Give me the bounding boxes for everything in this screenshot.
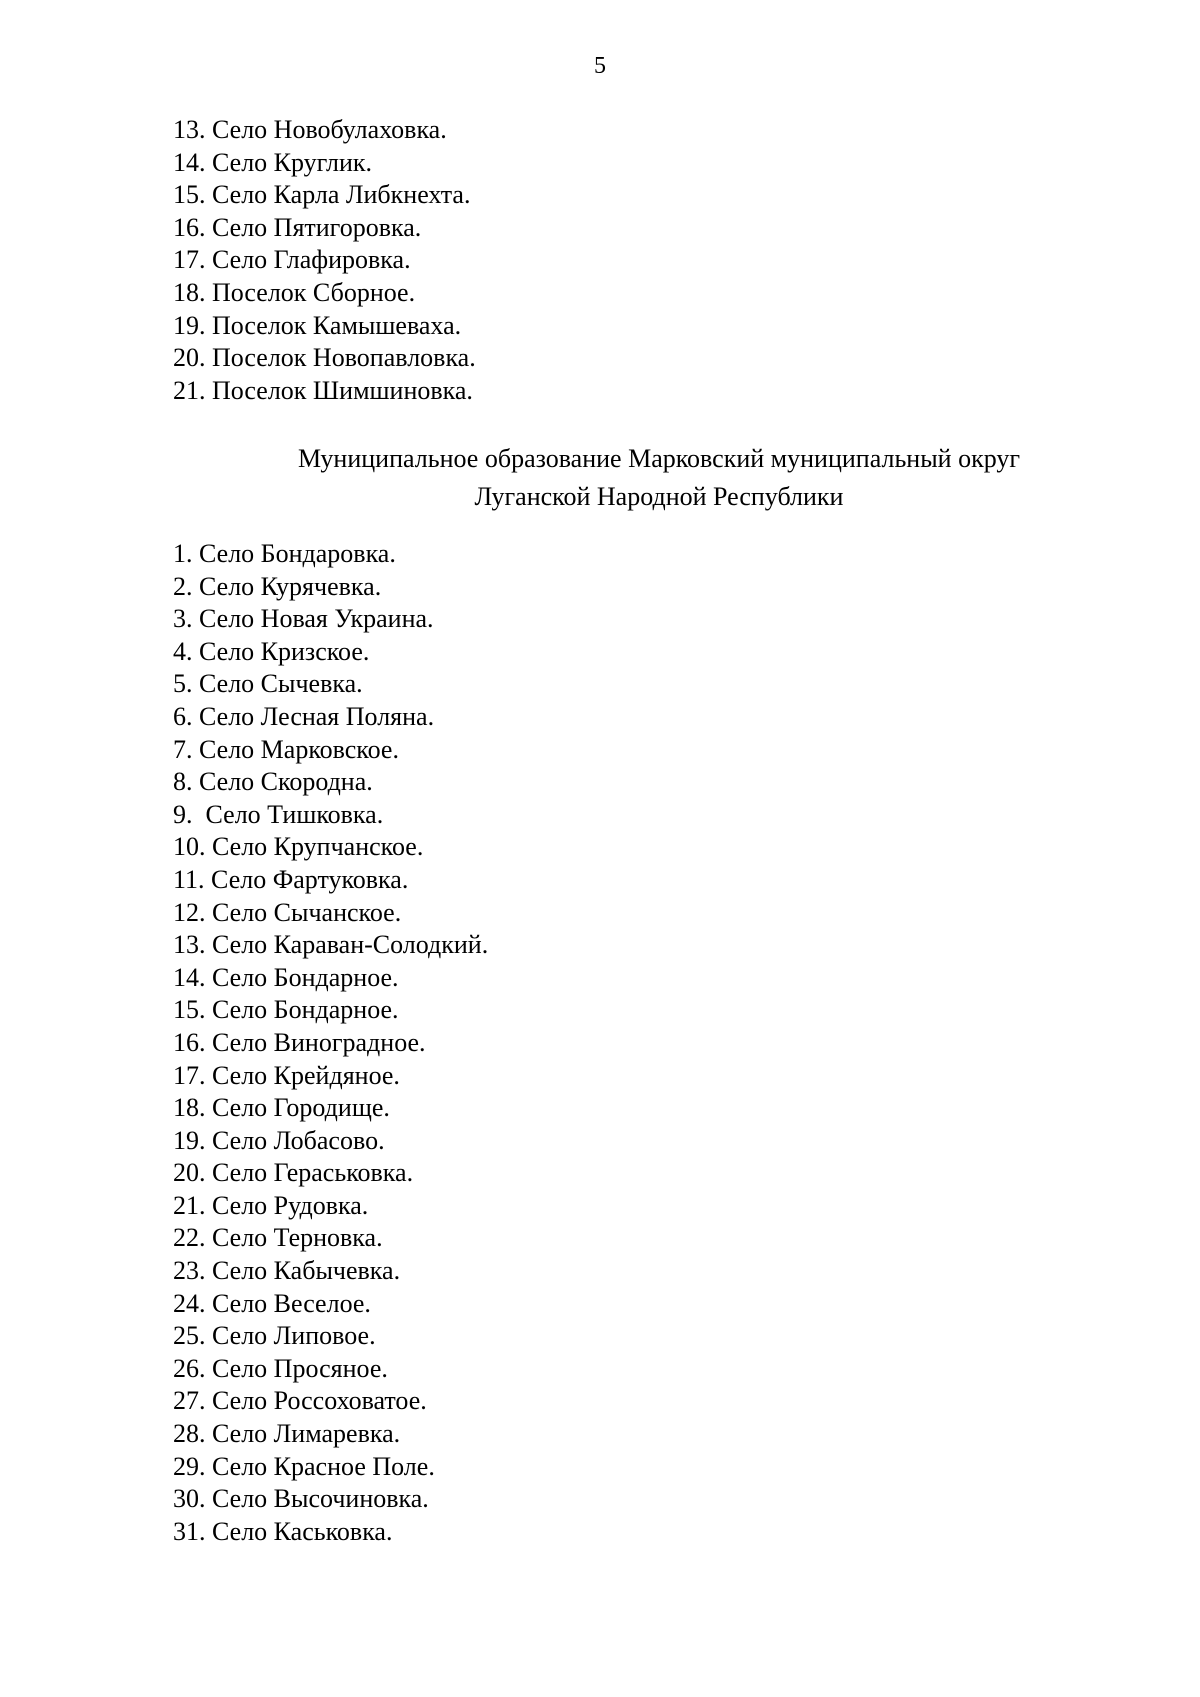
list-item: 7. Село Марковское. (173, 734, 399, 764)
list-item: 15. Село Бондарное. (173, 995, 399, 1025)
list-item: 11. Село Фартуковка. (173, 864, 409, 894)
section-heading-line-1: Муниципальное образование Марковский муниципальный округ (297, 444, 1021, 473)
list-item: 19. Село Лобасово. (173, 1125, 385, 1155)
list-item: 10. Село Крупчанское. (173, 832, 424, 862)
list-item: 17. Село Крейдяное. (173, 1060, 400, 1090)
list-item: 21. Поселок Шимшиновка. (173, 375, 473, 405)
list-item: 1. Село Бондаровка. (173, 539, 396, 568)
list-item: 27. Село Россоховатое. (173, 1386, 427, 1416)
markovsky-settlement-list (173, 538, 488, 1548)
list-item: 13. Село Новобулаховка. (173, 115, 447, 144)
list-item: 19. Поселок Камышеваха. (173, 310, 462, 340)
list-item: 23. Село Кабычевка. (173, 1256, 401, 1286)
list-item: 21. Село Рудовка. (173, 1190, 369, 1220)
list-item: 14. Село Круглик. (173, 147, 373, 177)
page-number: 5 (594, 53, 606, 79)
list-item: 28. Село Лимаревка. (173, 1419, 401, 1449)
list-item: 15. Село Карла Либкнехта. (173, 180, 471, 210)
list-item: 18. Поселок Сборное. (173, 277, 416, 307)
list-item: 12. Село Сычанское. (173, 897, 402, 927)
list-item: 8. Село Скородна. (173, 767, 373, 797)
list-item: 4. Село Кризское. (173, 636, 370, 666)
settlement-list-continued (173, 114, 476, 407)
list-item: 3. Село Новая Украина. (173, 604, 434, 634)
list-item: 22. Село Терновка. (173, 1223, 383, 1253)
list-item: 16. Село Пятигоровка. (173, 212, 422, 242)
list-item: 5. Село Сычевка. (173, 669, 363, 699)
list-item: 31. Село Каськовка. (173, 1516, 393, 1546)
list-item: 17. Село Глафировка. (173, 245, 411, 275)
list-item: 16. Село Виноградное. (173, 1027, 426, 1057)
list-item: 26. Село Просяное. (173, 1353, 388, 1383)
section-heading (0, 440, 1200, 516)
list-item: 2. Село Курячевка. (173, 571, 382, 601)
list-item: 24. Село Веселое. (173, 1288, 371, 1318)
list-item: 6. Село Лесная Поляна. (173, 701, 435, 731)
list-item: 14. Село Бондарное. (173, 962, 399, 992)
list-item: 30. Село Высочиновка. (173, 1484, 429, 1514)
list-item: 9. Село Тишковка. (173, 799, 384, 829)
list-item: 29. Село Красное Поле. (173, 1451, 435, 1481)
list-item: 25. Село Липовое. (173, 1321, 376, 1351)
section-heading-line-2: Луганской Народной Республики (474, 482, 844, 511)
list-item: 18. Село Городище. (173, 1093, 390, 1123)
list-item: 20. Село Гераськовка. (173, 1158, 414, 1188)
list-item: 20. Поселок Новопавловка. (173, 343, 476, 373)
list-item: 13. Село Караван-Солодкий. (173, 930, 489, 960)
